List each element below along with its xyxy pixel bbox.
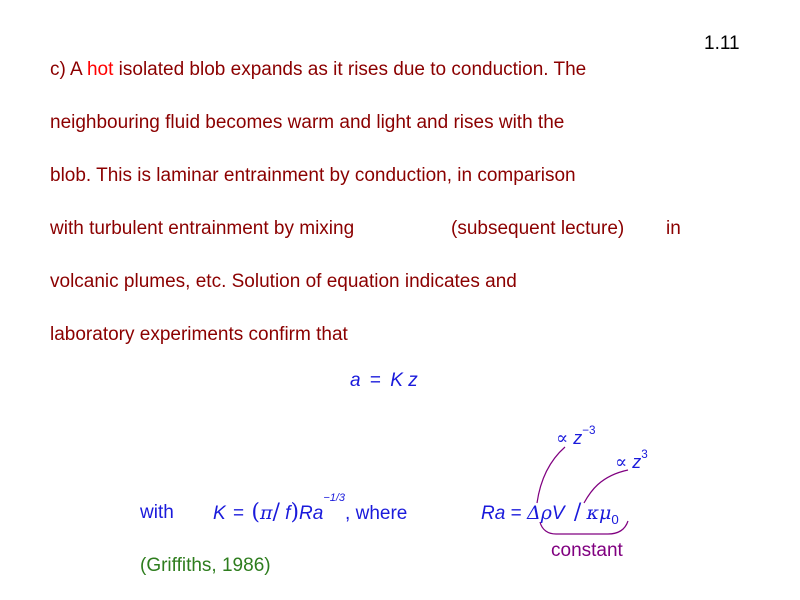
paren-open: ( (251, 500, 260, 525)
paragraph-line-5: volcanic plumes, etc. Solution of equation indicates and (50, 271, 517, 292)
where-label: , where (345, 503, 408, 524)
text-segment: in (666, 218, 681, 239)
eq-var-Ra: Ra (299, 503, 324, 524)
annotation-exponent: 3 (641, 448, 648, 461)
eq-var-a: a (350, 370, 361, 391)
eq-var-K: K (390, 370, 403, 391)
bracket-curve-2 (584, 470, 628, 503)
citation: (Griffiths, 1986) (140, 555, 271, 576)
paragraph-line-2: neighbouring fluid becomes warm and light and rises with the (50, 112, 565, 133)
ra-exponent: −1/3 (323, 492, 346, 504)
k-definition (213, 492, 408, 525)
with-label: with (140, 502, 174, 523)
fraction-slash: / (573, 500, 582, 525)
eq-equals: = (232, 503, 245, 524)
text-segment: c) A (50, 59, 87, 80)
propto-symbol: ∝ (556, 428, 569, 449)
text-segment: isolated blob expands as it rises due to conduction. The (113, 59, 587, 80)
page-number: 1.11 (704, 33, 740, 54)
fraction-slash: / (272, 500, 280, 525)
annotation-exponent: −3 (582, 424, 596, 437)
annotation-var: z (632, 452, 642, 472)
paragraph-line-6: laboratory experiments confirm that (50, 324, 348, 345)
annotation-var: z (573, 428, 583, 448)
eq-var-K: K (213, 503, 226, 524)
eq-var-V: V (551, 503, 565, 524)
eq-equals: = (510, 503, 522, 524)
mu-subscript: 0 (611, 512, 619, 527)
paren-close: ) (290, 500, 300, 525)
constant-label: constant (551, 540, 623, 561)
propto-symbol: ∝ (615, 452, 628, 473)
eq-var-f: f (285, 503, 291, 524)
eq-var-Ra: Ra (481, 503, 506, 524)
hot-word: hot (86, 59, 114, 80)
paragraph-line-3: blob. This is laminar entrainment by conduction, in comparison (50, 165, 576, 186)
eq-equals: = (369, 370, 381, 391)
text-segment: with turbulent entrainment by mixing (50, 218, 355, 239)
subsequent-lecture-note: (subsequent lecture) (451, 218, 625, 239)
ra-definition (481, 500, 619, 525)
delta-rho: Δρ (526, 502, 552, 524)
eq-var-z: z (408, 370, 418, 391)
bracket-curve-1 (537, 447, 565, 503)
kappa-mu: κμ (586, 502, 612, 524)
pi-symbol: π (259, 502, 273, 524)
